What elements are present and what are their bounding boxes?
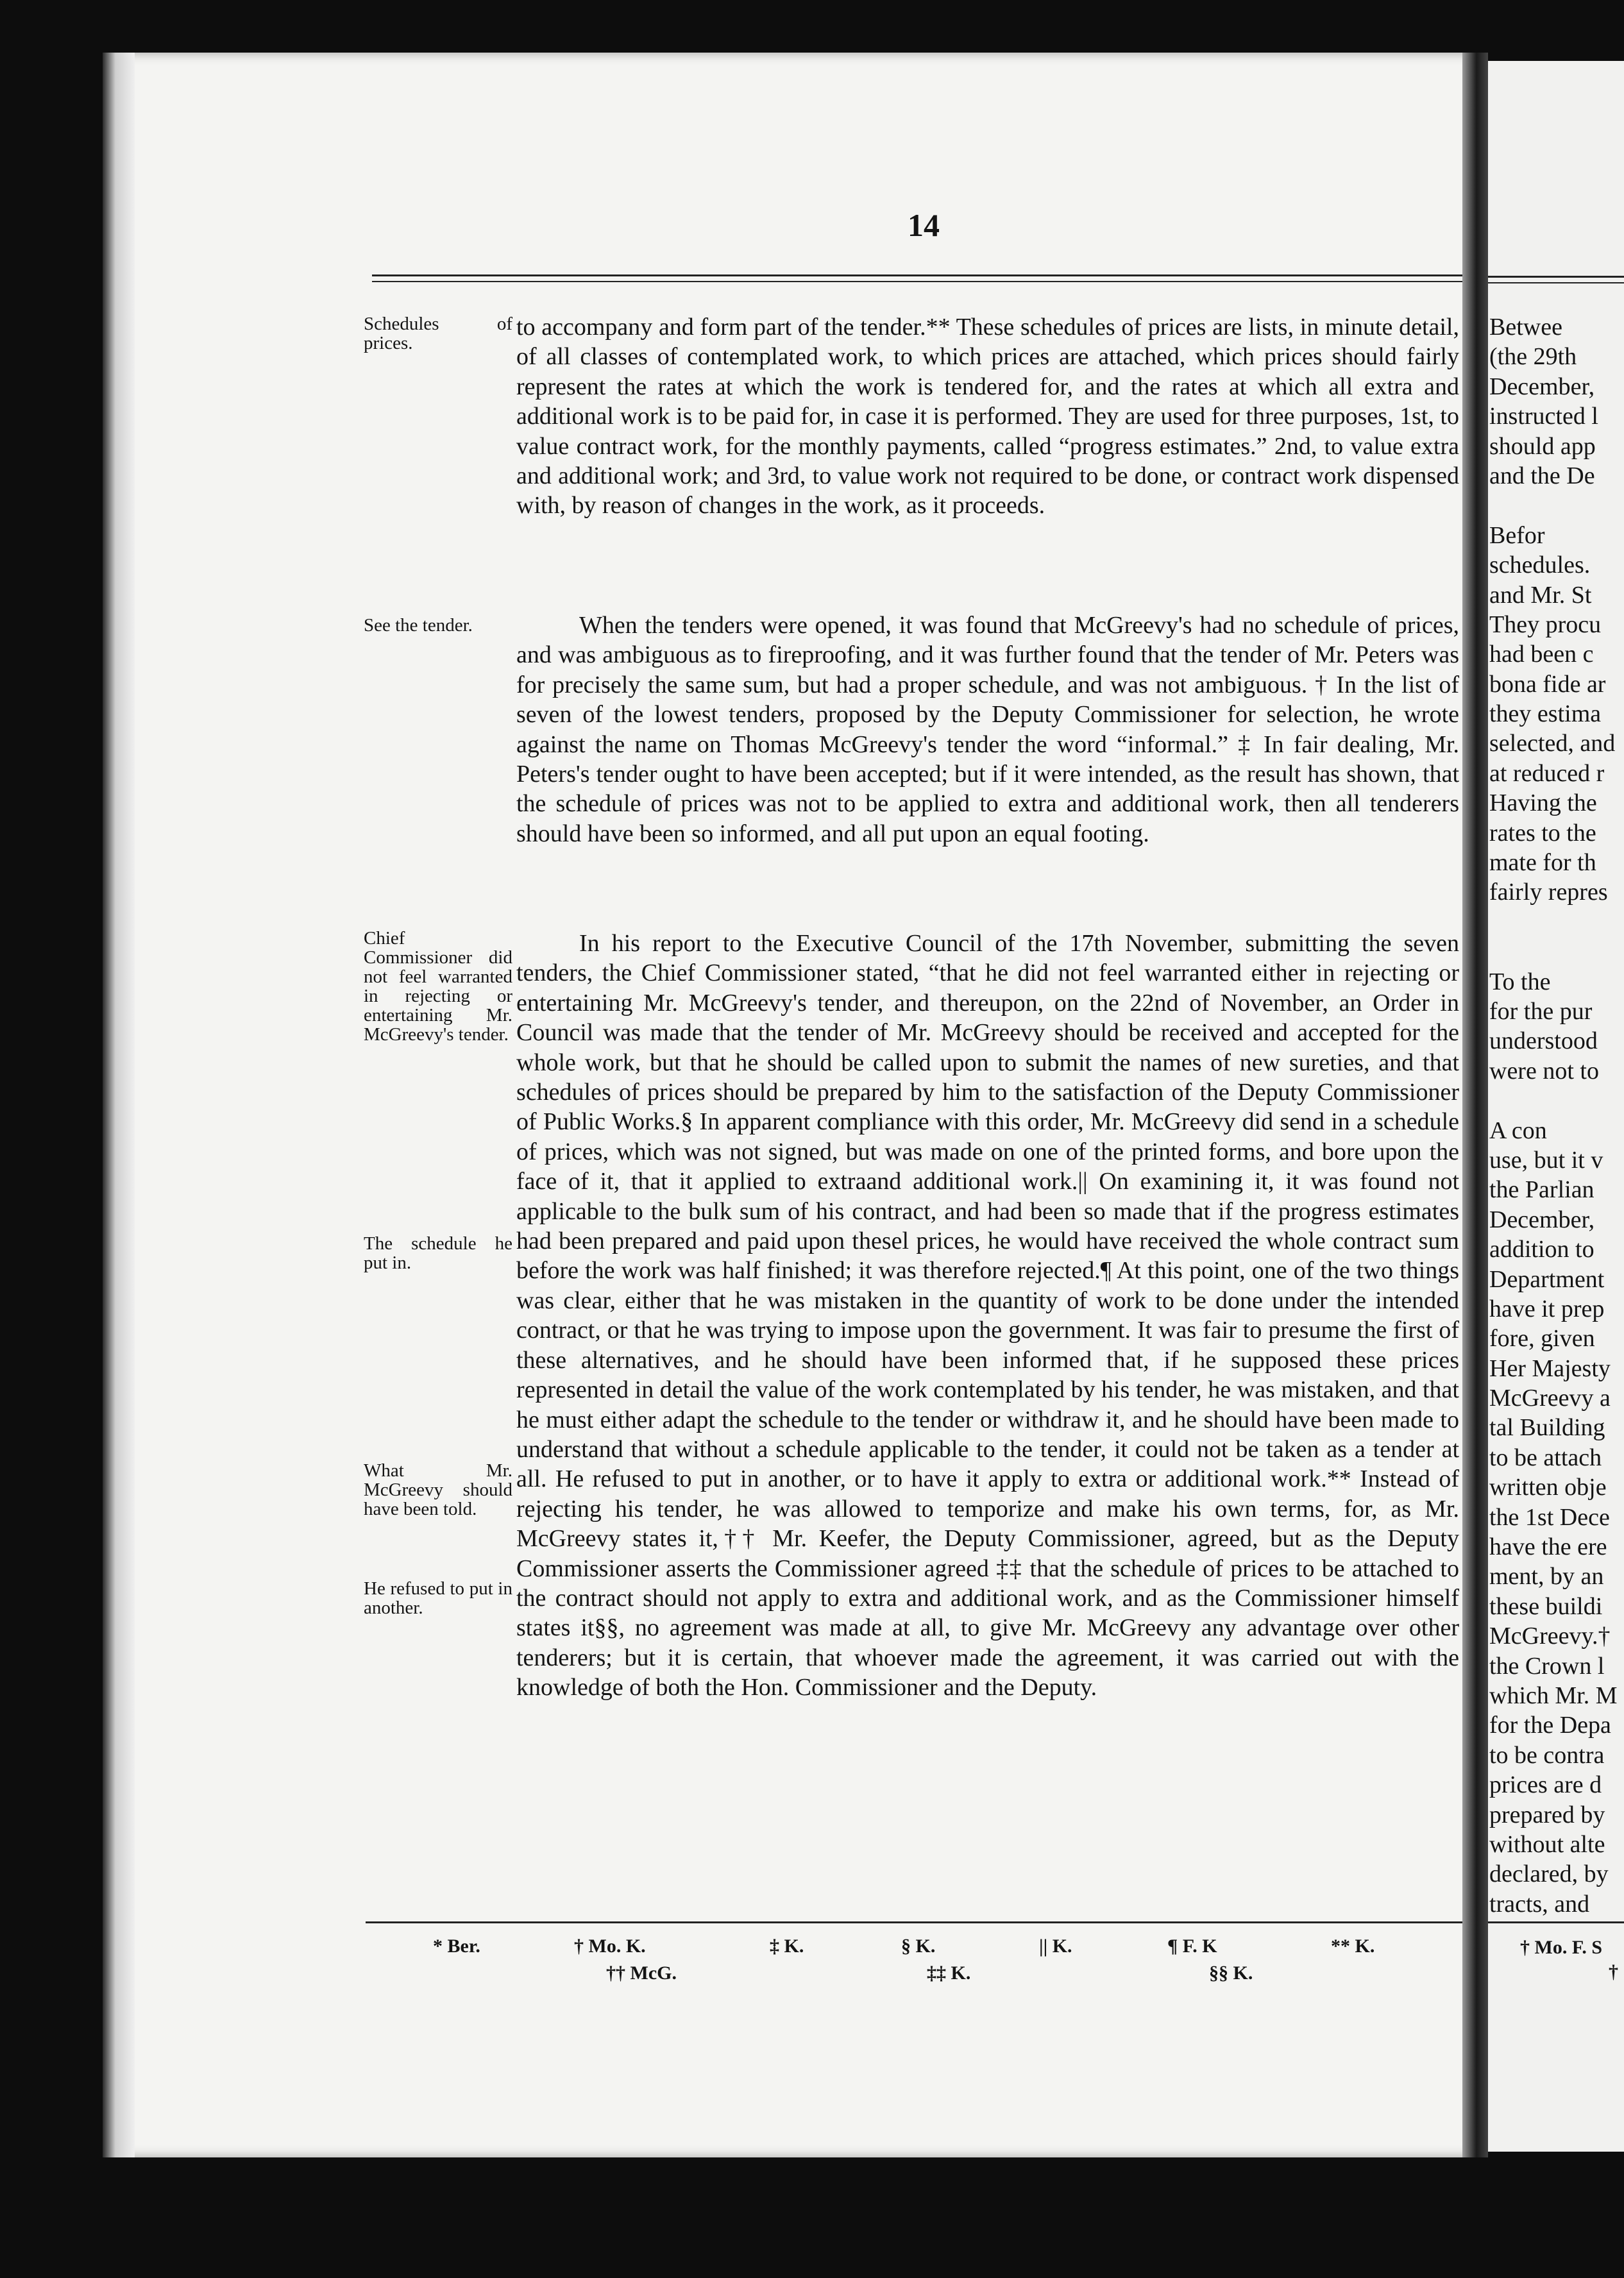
facing-page-line [1489, 1086, 1624, 1115]
facing-page-line: to be contra [1489, 1741, 1605, 1769]
facing-page-line: tal Building [1489, 1414, 1605, 1442]
facing-page-line: which Mr. M [1489, 1682, 1618, 1709]
book-gutter [1462, 53, 1488, 2157]
footnote: † Mo. K. [574, 1936, 646, 1957]
facing-page-line: and Mr. St [1489, 581, 1592, 609]
footnote: ‡ K. [770, 1936, 804, 1957]
footnote: § K. [901, 1936, 936, 1957]
facing-page-line: Befor [1489, 521, 1545, 549]
facing-page-line: without alte [1489, 1830, 1605, 1858]
facing-page-line: the Crown l [1489, 1652, 1605, 1680]
facing-page-line: selected, and [1489, 730, 1616, 757]
facing-page-line: ment, by an [1489, 1563, 1604, 1590]
page-number: 14 [908, 207, 940, 243]
facing-page-line: mate for th [1489, 849, 1596, 877]
facing-page-line: Her Majesty [1489, 1354, 1611, 1382]
facing-page-line: tracts, and [1489, 1890, 1590, 1918]
facing-page-line: A con [1489, 1117, 1547, 1144]
margin-note-chief-commissioner: Chief Commissioner did not feel warranted in rejecting or entertaining Mr. McGreevy's tender. [364, 928, 512, 1045]
paragraph-report [516, 929, 1459, 1703]
margin-note-schedules: Schedules of prices. [364, 314, 512, 353]
facing-page-line: addition to [1489, 1236, 1594, 1263]
facing-page-line: for the pur [1489, 997, 1593, 1025]
facing-page-line: written obje [1489, 1474, 1607, 1501]
facing-page-line: at reduced r [1489, 759, 1605, 787]
facing-page-line: have it prep [1489, 1295, 1605, 1322]
facing-page-line: McGreevy a [1489, 1385, 1611, 1412]
facing-page-line: instructed l [1489, 403, 1598, 430]
facing-page-line: bona fide ar [1489, 670, 1606, 698]
paragraph-schedules [516, 312, 1459, 521]
facing-page-line: December, [1489, 1206, 1595, 1233]
header-rule-double [372, 281, 1462, 282]
facing-page-line: (the 29th [1489, 343, 1577, 371]
facing-page-line [1489, 907, 1624, 937]
facing-page-line: To the [1489, 968, 1551, 995]
facing-page-line: and the De [1489, 462, 1595, 489]
facing-page-line: were not to [1489, 1057, 1599, 1084]
footnote-rule [366, 1921, 1462, 1923]
facing-footnote: † Mo. F. S [1520, 1937, 1603, 1958]
margin-note-refused: He refused to put in another. [364, 1578, 512, 1618]
footnote: ** K. [1331, 1936, 1375, 1957]
facing-page-line: prices are d [1489, 1771, 1602, 1799]
facing-page-line: for the Depa [1489, 1712, 1611, 1739]
margin-note-what-should-be-told: What Mr. McGreevy should have been told. [364, 1460, 512, 1519]
facing-page-line: McGreevy.† [1489, 1623, 1611, 1650]
facing-page-line: these buildi [1489, 1592, 1603, 1620]
footnote: ¶ F. K [1167, 1936, 1217, 1957]
facing-page-line: use, but it v [1489, 1146, 1603, 1174]
facing-page-line: fairly repres [1489, 879, 1608, 906]
paragraph-text: In his report to the Executive Council of the 17th November, submitting the seven tenders, the Chief Commissioner stated, “that he did not feel warranted either in rejecting or entertaining Mr. McGreevy's tender, and thereupon, on the 22nd of November, an Order in Council was made that the tender of Mr. McGreevy should be received and accepted for the whole work, but that he should be called upon to submit the names of new sureties, and that schedules of prices should be prepared by him to the satisfaction of the Deputy Commissioner of Public Works.§ In apparent compliance with this order, Mr. McGreevy did send in a schedule of prices, which was not signed, but was made on one of the printed forms, and bore upon the face of it, that it applied to extraand additional work.|| On examining it, it was found not applicable to the bulk sum of his contract, and had been so made that if the progress estimates had been prepared and paid upon thesel prices, he would have received the whole contract sum before the work was half finished; it was therefore rejected.¶ At this point, one of the two things was clear, either that he was mistaken in the quantity of work to be done under the intended contract, or that he was trying to impose upon the government. It was fair to presume the first of these alternatives, and he should have been informed that, if he supposed these prices represented in detail the value of the work contemplated by his tender, he was mistaken, and that he must either adapt the schedule to the tender or withdraw it, and he should have been made to understand that without a schedule applicable to the tender, it could not be taken as a tender at all. He refused to put in another, or to have it apply to extra or additional work.** Instead of rejecting his tender, he was allowed to temporize and make his own terms, for, as Mr. McGreevy states it,†† Mr. Keefer, the Deputy Commissioner, agreed, but as the Deputy Commissioner asserts the Commissioner agreed ‡‡ that the schedule of prices to be attached to the contract should not apply to extra and additional work, and as the Commissioner himself states it§§, no agreement was made at all, to give Mr. McGreevy any advantage over other tenderers; but it is certain, that whoever made the agreement, it was carried out with the knowledge of both the Hon. Commissioner and the Deputy. [516, 930, 1459, 1701]
footnote: §§ K. [1209, 1962, 1253, 1984]
facing-page-line: fore, given [1489, 1325, 1595, 1353]
footnote: †† McG. [606, 1962, 677, 1984]
facing-page-line: to be attach [1489, 1444, 1602, 1471]
facing-page-line: should app [1489, 432, 1596, 460]
facing-footnote-rule [1488, 1921, 1624, 1923]
facing-page-line: declared, by [1489, 1860, 1609, 1888]
facing-page-line: Having the [1489, 789, 1597, 817]
facing-header-rule [1488, 276, 1624, 278]
facing-page-line [1489, 491, 1624, 520]
footnote: ‡‡ K. [927, 1962, 971, 1984]
facing-page-line: had been c [1489, 641, 1594, 668]
facing-page-line: They procu [1489, 611, 1602, 638]
facing-page-line: schedules. [1489, 552, 1591, 579]
facing-page-line: prepared by [1489, 1801, 1605, 1828]
facing-page-line: the Parlian [1489, 1176, 1594, 1204]
margin-note-see-tender: See the tender. [364, 615, 473, 636]
facing-page-line: December, [1489, 373, 1595, 400]
facing-page-line: have the ere [1489, 1533, 1607, 1561]
facing-header-rule-double [1488, 282, 1624, 283]
footnote: || K. [1039, 1936, 1072, 1957]
margin-note-schedule-put-in: The schedule he put in. [364, 1233, 512, 1273]
facing-page-text [1489, 312, 1624, 1919]
facing-page-line [1489, 937, 1624, 966]
facing-page-line: Department [1489, 1265, 1605, 1293]
facing-page-line: understood [1489, 1027, 1598, 1055]
paragraph-text: to accompany and form part of the tender.** These schedules of prices are lists, in minute detail, of all classes of contemplated work, to which prices are attached, which prices should fairly represent the rates at which the work is tendered for, and the rates at which all extra and additional work is to be paid for, in case it is performed. They are used for three purposes, 1st, to value contract work, for the monthly payments, called “progress estimates.” 2nd, to value extra and additional work; and 3rd, to value work not required to be done, or contract work dispensed with, by reason of changes in the work, as it proceeds. [516, 314, 1459, 519]
header-rule [372, 274, 1462, 276]
facing-footnote: † [1609, 1961, 1618, 1982]
footnote: * Ber. [433, 1936, 480, 1957]
page-edge [103, 53, 135, 2157]
paragraph-text: When the tenders were opened, it was found that McGreevy's had no schedule of prices, and was ambiguous as to fireproofing, and it was further found that the tender of Mr. Peters was for precisely the same sum, but had a proper schedule, and was not ambiguous. † In the list of seven of the lowest tenders, proposed by the Deputy Commissioner for selection, he wrote against the name on Thomas McGreevy's tender the word “informal.” ‡ In fair dealing, Mr. Peters's tender ought to have been accepted; but if it were intended, as the result has shown, that the schedule of prices was not to be applied to extra and additional work, then all tenderers should have been so informed, and all put upon an equal footing. [516, 612, 1459, 847]
paragraph-tenders-opened [516, 611, 1459, 848]
facing-page-line: they estima [1489, 700, 1602, 728]
facing-page-line: rates to the [1489, 819, 1596, 847]
facing-page-line: Betwee [1489, 314, 1562, 341]
facing-page-line: the 1st Dece [1489, 1503, 1610, 1531]
